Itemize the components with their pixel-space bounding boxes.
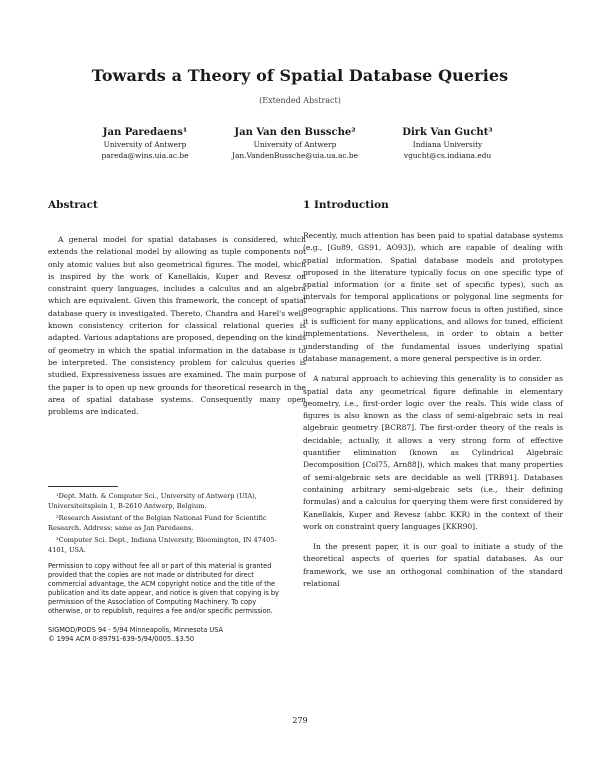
introduction-heading: 1 Introduction	[303, 199, 389, 211]
footnote-divider	[48, 486, 118, 487]
author-affiliation: University of Antwerp	[253, 140, 337, 149]
conference-line: SIGMOD/PODS 94 - 5/94 Minneapolis, Minnesota USA	[48, 626, 224, 634]
author-email: pareda@wins.uia.ac.be	[101, 151, 189, 160]
intro-paragraph: In the present paper, it is our goal to initiate a study of the theoretical aspects of queries for spatial databases. As our framework, we use an orthogonal combination of the standard relational	[303, 542, 563, 589]
footnote: ¹Dept. Math. & Computer Sci., University of Antwerp (UIA), Universiteitsplein 1, B-2610 Antwerp, Belgium.	[48, 492, 257, 510]
abstract-text: A general model for spatial databases is considered, which extends the relational model by allowing as tuple components not only atomic values but also geometrical figures. The model, which is inspired by the work of Kanellakis, Kuper and Revesz on constraint query languages, includes a calculus and an algebra which are equivalent. Given this framework, the concept of spatial database query is investigated. Thereto, Chandra and Harel's well-known consistency criterion for classical relational queries is adapted. Various adaptations are proposed, depending on the kinds of geometry in which the spatial information in the database is to be interpreted. The consistency problem for calculus queries is studied. Expressiveness issues are examined. The main purpose of the paper is to open up new grounds for theoretical research in the area of spatial database systems. Consequently many open problems are indicated.	[48, 235, 306, 417]
author-name: Dirk Van Gucht³	[402, 127, 493, 138]
abstract-heading: Abstract	[48, 199, 98, 211]
footnotes	[48, 486, 280, 557]
right-column	[303, 198, 563, 598]
author-3	[380, 126, 515, 161]
paper-title: Towards a Theory of Spatial Database Queries	[91, 66, 509, 85]
author-affiliation: Indiana University	[412, 140, 483, 149]
left-column	[48, 198, 306, 426]
footnote: ²Research Assistant of the Belgian National Fund for Scientific Research. Address: same as Jan Paredaens.	[48, 514, 267, 532]
author-block	[80, 126, 530, 176]
author-1	[80, 126, 210, 161]
author-affiliation: University of Antwerp	[103, 140, 187, 149]
author-email: vgucht@cs.indiana.edu	[403, 151, 492, 160]
author-2	[220, 126, 370, 161]
copyright-line: © 1994 ACM 0-89791-639-5/94/0005..$3.50	[48, 635, 195, 643]
footnote: ³Computer Sci. Dept., Indiana University, Bloomington, IN 47405-4101, USA.	[48, 536, 277, 554]
author-name: Jan Paredaens¹	[102, 127, 188, 138]
page-number: 279	[292, 716, 308, 725]
paper-subtitle: (Extended Abstract)	[259, 96, 341, 105]
author-email: Jan.VandenBussche@uia.ua.ac.be	[231, 151, 358, 160]
intro-paragraph: Recently, much attention has been paid to spatial database systems (e.g., [Gu89, GS91, AO93]), which are capable of dealing with spatial information. Spatial database models and prototypes proposed in the literature typically focus on one specific type of spatial information (or a finite set of specific types), such as intervals for temporal applications or polygonal line segments for geographic applications. This narrow focus is often justified, since it is sufficient for many applications, and allows for tuned, efficient implementations. Nevertheless, in order to obtain a better understanding of the fundamental issues underlying spatial database management, a more general perspective is in order.	[303, 231, 563, 363]
copyright-block	[48, 562, 280, 644]
intro-paragraph: A natural approach to achieving this generality is to consider as spatial data any geometrical figure definable in elementary geometry, i.e., first-order logic over the reals. This wide class of figures is also known as the class of semi-algebraic sets in real algebraic geometry [BCR87]. The first-order theory of the reals is decidable; actually, it allows a very strong form of effective quantifier elimination (known as Cylindrical Algebraic Decomposition [Col75, Arn88]), which makes that many properties of semi-algebraic sets are decidable as well [TRB91]. Databases containing arbitrary semi-algebraic sets (i.e., their defining formulas) and a calculus for querying them were first considered by Kanellakis, Kuper and Revesz (abbr. KKR) in the context of their work on constraint query languages [KKR90].	[303, 374, 563, 531]
permission-notice: Permission to copy without fee all or part of this material is granted provided that the copies are not made or distributed for direct commercial advantage, the ACM copyright notice and the title of the publication and its date appear, and notice is given that copying is by permission of the Association of Computing Machinery. To copy otherwise, or to republish, requires a fee and/or specific permission.	[48, 562, 279, 615]
author-name: Jan Van den Bussche²	[234, 127, 356, 138]
